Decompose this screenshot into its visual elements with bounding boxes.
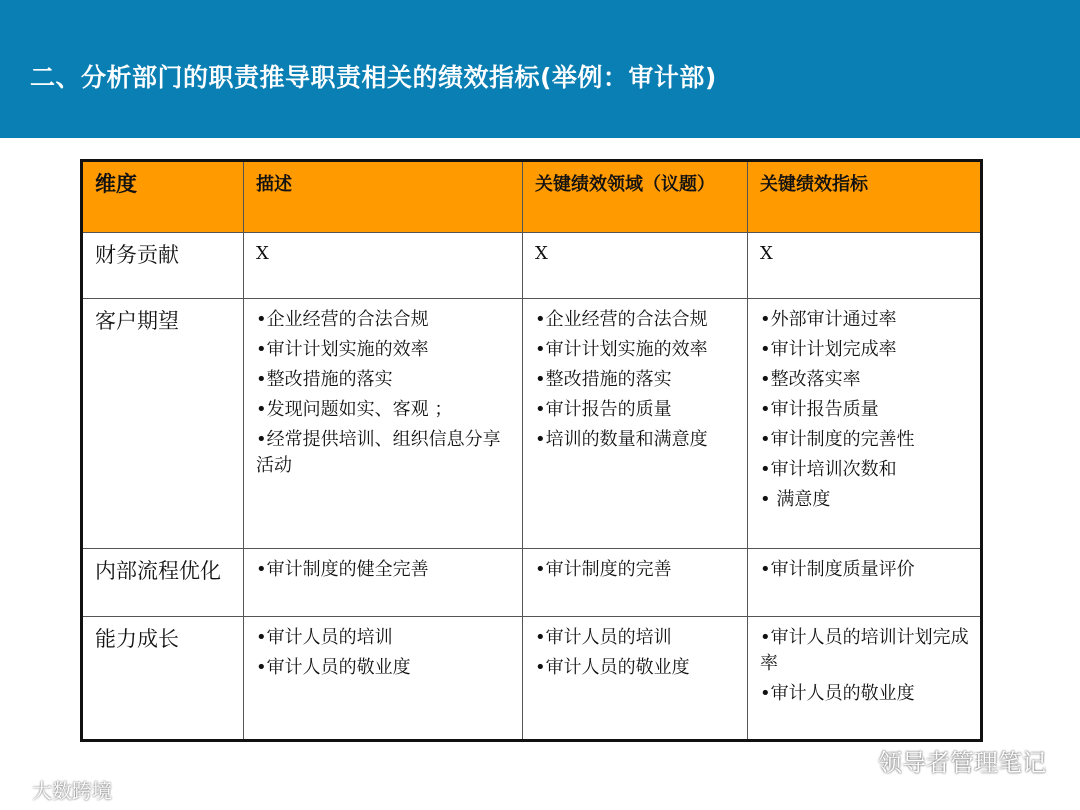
- list-item: •外部审计通过率: [760, 309, 897, 330]
- table-row: [82, 549, 982, 617]
- table-header-row: [82, 161, 982, 233]
- column-header-kpa: 关键绩效领域（议题）: [523, 161, 748, 233]
- dimension-cell: 能力成长: [82, 617, 244, 741]
- list-item: • 满意度: [760, 489, 831, 510]
- list-item: •审计人员的培训计划完成率: [760, 627, 969, 674]
- list-item: •审计制度的完善: [535, 559, 672, 580]
- page-title: 二、分析部门的职责推导职责相关的绩效指标(举例：审计部): [30, 63, 717, 92]
- list-item: •审计制度的健全完善: [256, 559, 429, 580]
- watermark-left-text: 大数跨境: [32, 779, 112, 803]
- kpi-cell: [748, 617, 982, 741]
- brand-logo-icon: [4, 777, 28, 802]
- kpi-cell: [748, 299, 982, 549]
- column-header-description: 描述: [244, 161, 523, 233]
- list-item: •审计报告的质量: [535, 399, 672, 420]
- list-item: •经常提供培训、组织信息分享活动: [256, 429, 501, 476]
- title-banner: [0, 0, 1080, 138]
- list-item: •整改措施的落实: [535, 369, 672, 390]
- kpa-cell: [523, 233, 748, 299]
- description-cell: [244, 233, 523, 299]
- watermark-right-text: 领导者管理笔记: [878, 749, 1046, 777]
- description-list: [256, 307, 512, 479]
- list-item: •审计制度的完善性: [760, 429, 915, 450]
- kpa-list: [535, 307, 737, 453]
- placeholder-x: X: [760, 243, 773, 264]
- description-list: [256, 557, 512, 583]
- kpa-cell: [523, 549, 748, 617]
- list-item: •审计人员的培训: [535, 627, 672, 648]
- placeholder-x: X: [535, 243, 548, 264]
- list-item: •培训的数量和满意度: [535, 429, 708, 450]
- description-cell: [244, 617, 523, 741]
- list-item: •企业经营的合法合规: [535, 309, 708, 330]
- kpa-list: [535, 625, 737, 681]
- list-item: •审计人员的敬业度: [256, 657, 411, 678]
- placeholder-x: X: [256, 243, 269, 264]
- kpi-list: [760, 625, 970, 707]
- watermark-left: [4, 775, 112, 804]
- table-row: [82, 233, 982, 299]
- kpi-table: [80, 159, 983, 742]
- column-header-dimension: 维度: [82, 161, 244, 233]
- table-row: [82, 299, 982, 549]
- list-item: •发现问题如实、客观 ；: [256, 399, 453, 420]
- description-list: [256, 625, 512, 681]
- dimension-cell: 内部流程优化: [82, 549, 244, 617]
- list-item: •企业经营的合法合规: [256, 309, 429, 330]
- list-item: •审计人员的敬业度: [535, 657, 690, 678]
- kpa-cell: [523, 299, 748, 549]
- column-header-kpi: 关键绩效指标: [748, 161, 982, 233]
- list-item: •审计人员的培训: [256, 627, 393, 648]
- dimension-cell: 客户期望: [82, 299, 244, 549]
- list-item: •审计计划实施的效率: [535, 339, 708, 360]
- kpi-list: [760, 557, 970, 583]
- list-item: •审计人员的敬业度: [760, 683, 915, 704]
- kpa-list: [535, 557, 737, 583]
- list-item: •审计培训次数和: [760, 459, 897, 480]
- watermark-right: [836, 743, 1046, 778]
- description-cell: [244, 549, 523, 617]
- description-cell: [244, 299, 523, 549]
- list-item: •审计计划完成率: [760, 339, 897, 360]
- kpi-cell: [748, 549, 982, 617]
- list-item: •审计报告质量: [760, 399, 879, 420]
- wechat-icon: [836, 747, 870, 775]
- dimension-cell: 财务贡献: [82, 233, 244, 299]
- list-item: •审计计划实施的效率: [256, 339, 429, 360]
- kpa-cell: [523, 617, 748, 741]
- list-item: •审计制度质量评价: [760, 559, 915, 580]
- kpi-cell: [748, 233, 982, 299]
- list-item: •整改落实率: [760, 369, 861, 390]
- list-item: •整改措施的落实: [256, 369, 393, 390]
- table-row: [82, 617, 982, 741]
- kpi-list: [760, 307, 970, 513]
